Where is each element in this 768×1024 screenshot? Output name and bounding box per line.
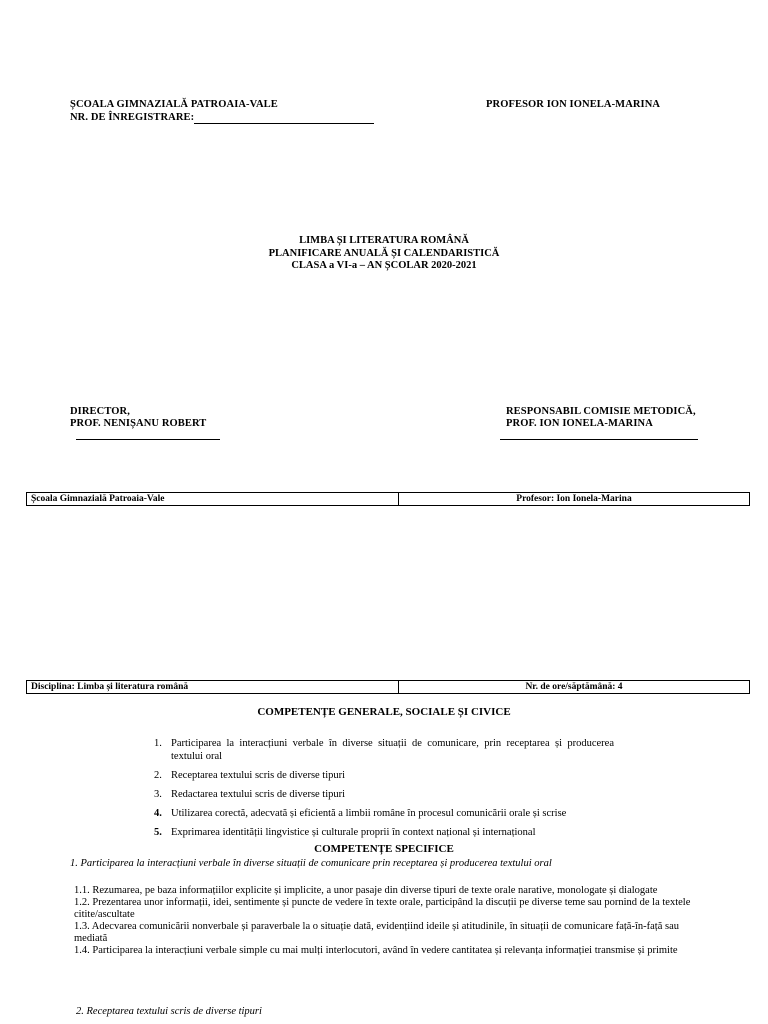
general-competences-list bbox=[154, 737, 614, 845]
list-item bbox=[154, 737, 614, 763]
list-item-number: 4. bbox=[154, 808, 162, 819]
list-item-text: Participarea la interacțiuni verbale în diverse situații de comunicare, prin receptarea și producerea textului oral bbox=[171, 738, 614, 762]
specific-competences-list bbox=[74, 885, 694, 957]
title-block bbox=[0, 235, 768, 273]
specific-group-1-title: 1. Participarea la interacțiuni verbale în diverse situații de comunicare prin receptarea și producerea textului oral bbox=[70, 858, 552, 869]
list-item: 1.2. Prezentarea unor informații, idei, sentimente și puncte de vedere în texte orale, participând la discuții pe diverse teme sau pornind de la textele citite/ascultate bbox=[74, 897, 691, 920]
director-signature-line bbox=[76, 439, 220, 440]
school-name: ȘCOALA GIMNAZIALĂ PATROAIA-VALE bbox=[70, 99, 278, 110]
list-item bbox=[154, 826, 614, 839]
registration-label: NR. DE ÎNREGISTRARE: bbox=[70, 112, 195, 123]
discipline-cell: Disciplina: Limba și literatura română bbox=[27, 681, 399, 694]
general-competences-title: COMPETENȚE GENERALE, SOCIALE ȘI CIVICE bbox=[257, 706, 511, 718]
specific-competences-title: COMPETENȚE SPECIFICE bbox=[314, 843, 454, 855]
hours-cell: Nr. de ore/săptămână: 4 bbox=[399, 681, 750, 694]
responsible-signature-line bbox=[500, 439, 698, 440]
list-item-text: Exprimarea identității lingvistice și culturale proprii în context național și internațional bbox=[171, 827, 536, 838]
list-item bbox=[154, 807, 614, 820]
responsible-name: PROF. ION IONELA-MARINA bbox=[506, 418, 653, 429]
list-item bbox=[154, 769, 614, 782]
list-item-text: Receptarea textului scris de diverse tipuri bbox=[171, 770, 346, 781]
list-item-number: 2. bbox=[154, 770, 162, 781]
registration-line bbox=[194, 123, 374, 124]
list-item-text: Utilizarea corectă, adecvată și eficientă a limbii române în procesul comunicării orale și scrise bbox=[171, 808, 567, 819]
title-class-year: CLASA a VI-a – AN ȘCOLAR 2020-2021 bbox=[291, 260, 477, 271]
title-subject: LIMBA ȘI LITERATURA ROMÂNĂ bbox=[299, 235, 469, 246]
list-item bbox=[154, 788, 614, 801]
school-teacher-table bbox=[26, 492, 750, 506]
teacher-cell: Profesor: Ion Ionela-Marina bbox=[399, 493, 750, 506]
list-item-text: Redactarea textului scris de diverse tipuri bbox=[171, 789, 346, 800]
responsible-title: RESPONSABIL COMISIE METODICĂ, bbox=[506, 406, 696, 417]
specific-group-2-title: 2. Receptarea textului scris de diverse tipuri bbox=[76, 1006, 262, 1017]
list-item: 1.3. Adecvarea comunicării nonverbale și paraverbale la o situație dată, evidențiind ideile și atitudinile, în situații de comunicare față-în-față sau mediată bbox=[74, 921, 679, 944]
director-name: PROF. NENIȘANU ROBERT bbox=[70, 418, 207, 429]
teacher-name: PROFESOR ION IONELA-MARINA bbox=[486, 99, 661, 110]
discipline-hours-table bbox=[26, 680, 750, 694]
director-title: DIRECTOR, bbox=[70, 406, 130, 417]
list-item-number: 3. bbox=[154, 789, 162, 800]
list-item: 1.4. Participarea la interacțiuni verbale simple cu mai mulți interlocutori, având în vedere cantitatea și relevanța informației transmise și primite bbox=[74, 945, 678, 956]
title-planning: PLANIFICARE ANUALĂ ȘI CALENDARISTICĂ bbox=[268, 247, 500, 259]
list-item-number: 5. bbox=[154, 827, 162, 838]
list-item: 1.1. Rezumarea, pe baza informațiilor explicite și implicite, a unor pasaje din diverse tipuri de texte orale narative, monologate și dialogate bbox=[74, 885, 658, 896]
school-cell: Școala Gimnazială Patroaia-Vale bbox=[27, 493, 399, 506]
list-item-number: 1. bbox=[154, 738, 162, 749]
